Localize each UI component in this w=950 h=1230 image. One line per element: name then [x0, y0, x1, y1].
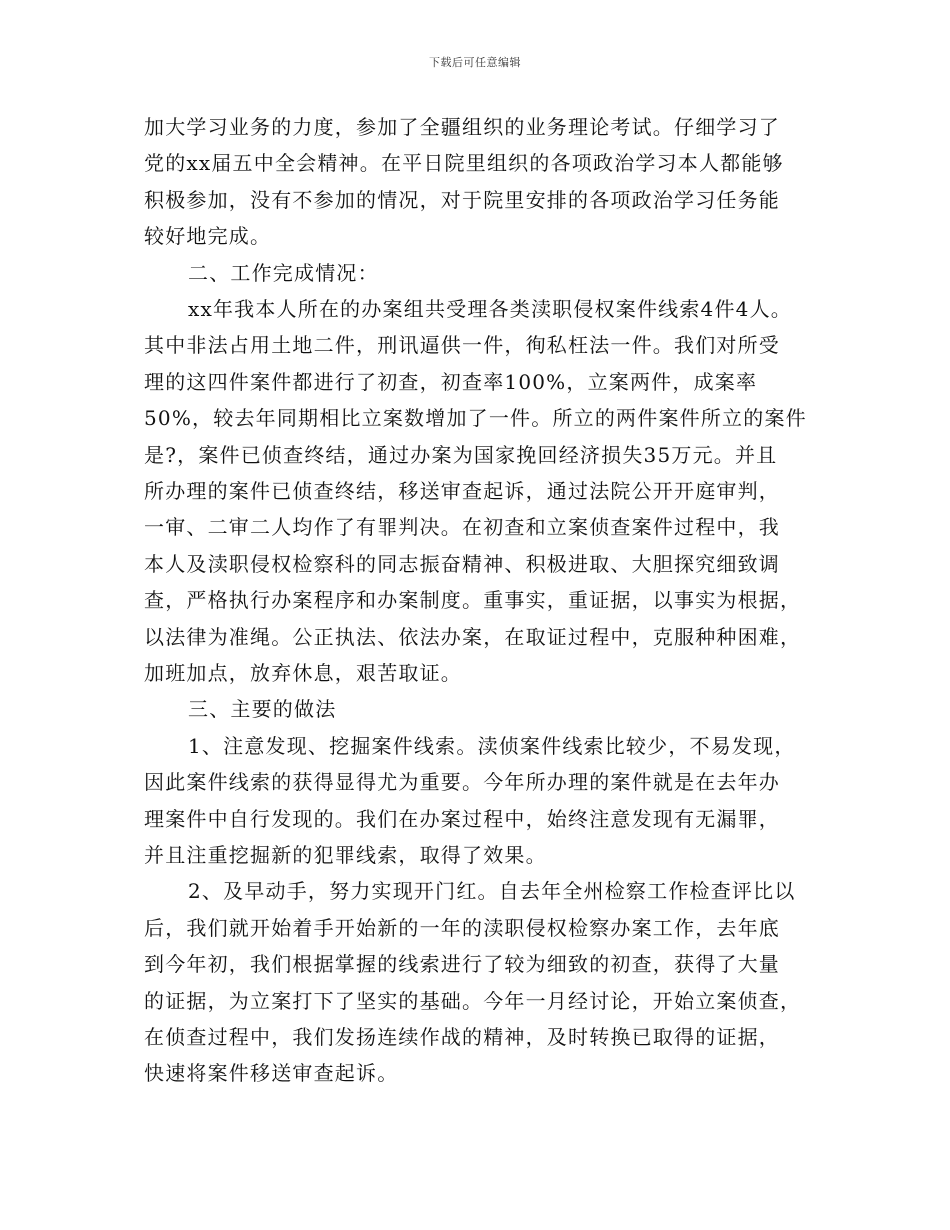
page-header: 下载后可任意编辑: [429, 56, 521, 69]
text-line: 一审、二审二人均作了有罪判决。在初查和立案侦查案件过程中，我: [144, 515, 780, 539]
text-line: 较好地完成。: [144, 224, 272, 248]
text-line: 并且注重挖掘新的犯罪线索，取得了效果。: [144, 843, 547, 867]
text-line: 加班加点，放弃休息，艰苦取证。: [144, 661, 462, 685]
text-line: 在侦查过程中，我们发扬连续作战的精神，及时转换已取得的证据，: [144, 1025, 780, 1049]
text-line: 快速将案件移送审查起诉。: [144, 1061, 399, 1085]
text-line: 1、注意发现、挖掘案件线索。渎侦案件线索比较少，不易发现，: [188, 734, 796, 758]
text-line: 理的这四件案件都进行了初查，初查率100%，立案两件，成案率: [144, 370, 758, 394]
section-heading: 二、工作完成情况：: [188, 261, 379, 285]
text-line: 本人及渎职侵权检察科的同志振奋精神、积极进取、大胆探究细致调: [144, 552, 780, 576]
text-line: 后，我们就开始着手开始新的一年的渎职侵权检察办案工作，去年底: [144, 916, 780, 940]
text-line: 所办理的案件已侦查终结，移送审查起诉，通过法院公开开庭审判，: [144, 479, 780, 503]
section-heading: 三、主要的做法: [188, 697, 337, 721]
text-line: 加大学习业务的力度，参加了全疆组织的业务理论考试。仔细学习了: [144, 115, 780, 139]
text-line: 以法律为准绳。公正执法、依法办案，在取证过程中，克服种种困难，: [144, 625, 802, 649]
text-line: 到今年初，我们根据掌握的线索进行了较为细致的初查，获得了大量: [144, 952, 780, 976]
text-line: 的证据，为立案打下了坚实的基础。今年一月经讨论，开始立案侦查，: [144, 989, 802, 1013]
text-line: 是?，案件已侦查终结，通过办案为国家挽回经济损失35万元。并且: [144, 443, 778, 467]
text-line: 查，严格执行办案程序和办案制度。重事实，重证据，以事实为根据，: [144, 588, 802, 612]
text-line: 50%，较去年同期相比立案数增加了一件。所立的两件案件所立的案件: [144, 406, 807, 430]
text-line: 党的xx届五中全会精神。在平日院里组织的各项政治学习本人都能够: [144, 151, 784, 175]
text-line: 其中非法占用土地二件，刑讯逼供一件，徇私枉法一件。我们对所受: [144, 333, 780, 357]
text-line: 2、及早动手，努力实现开门红。自去年全州检察工作检查评比以: [188, 879, 796, 903]
text-line: 因此案件线索的获得显得尤为重要。今年所办理的案件就是在去年办: [144, 770, 780, 794]
text-line: 积极参加，没有不参加的情况，对于院里安排的各项政治学习任务能: [144, 188, 780, 212]
text-line: 理案件中自行发现的。我们在办案过程中，始终注意发现有无漏罪，: [144, 807, 780, 831]
text-line: xx年我本人所在的办案组共受理各类渎职侵权案件线索4件4人。: [188, 297, 793, 321]
